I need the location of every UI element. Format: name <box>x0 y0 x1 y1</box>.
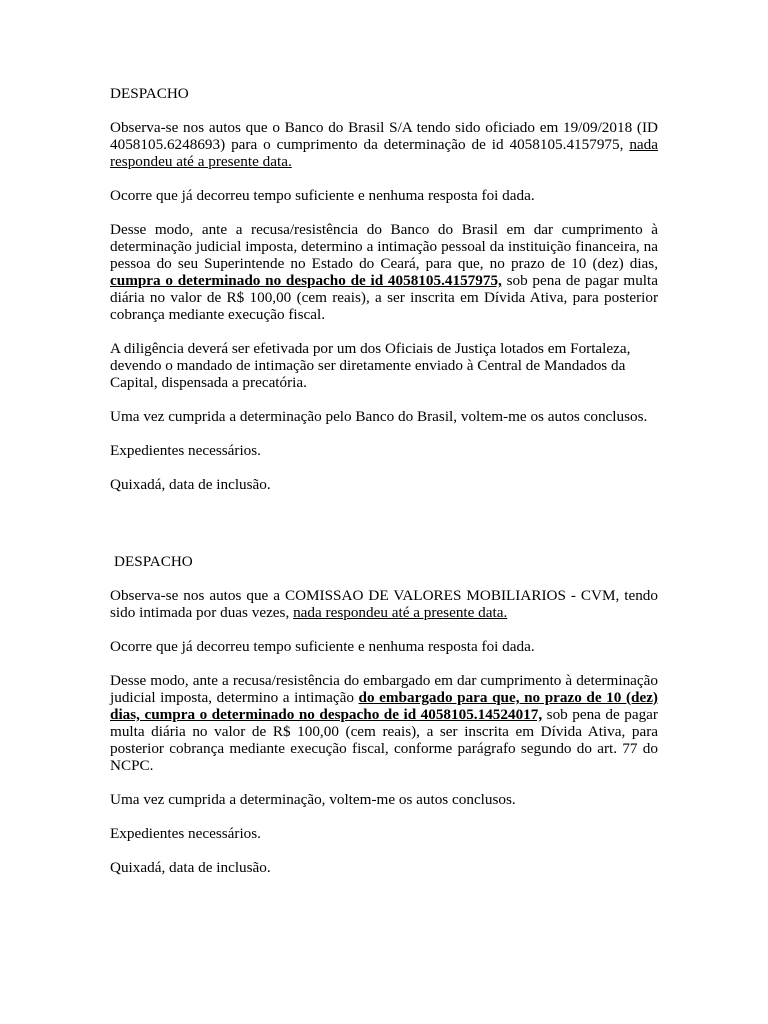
despacho-2-title: DESPACHO <box>114 553 193 570</box>
despacho-2-p3-bold-underlined: do embargado para que, no prazo de 10 (dez) dias, cumpra o determinado no despacho de id 4058105.14524017, <box>110 689 658 723</box>
despacho-1-title: DESPACHO <box>110 85 189 102</box>
despacho-2-p1-underlined: nada respondeu até a presente data. <box>293 604 508 621</box>
despacho-2-paragraph-4: Uma vez cumprida a determinação, voltem-me os autos conclusos. <box>110 791 516 808</box>
despacho-2-paragraph-5: Expedientes necessários. <box>110 825 261 842</box>
despacho-1-paragraph-6: Expedientes necessários. <box>110 442 261 459</box>
document-page <box>110 85 658 893</box>
section-spacer <box>110 510 658 553</box>
despacho-1-paragraph-7: Quixadá, data de inclusão. <box>110 476 271 493</box>
despacho-1-p1-underlined: nada respondeu até a presente data. <box>110 136 658 170</box>
despacho-1-paragraph-1 <box>110 119 658 170</box>
despacho-1-paragraph-2: Ocorre que já decorreu tempo suficiente e nenhuma resposta foi dada. <box>110 187 535 204</box>
despacho-1-p3-text-end: sob pena de pagar multa diária no valor de R$ 100,00 (cem reais), a ser inscrita em Dívida Ativa, para posterior cobrança mediante execução fiscal. <box>110 272 658 323</box>
despacho-2-p1-text: Observa-se nos autos que a COMISSAO DE VALORES MOBILIARIOS - CVM, tendo sido intimada por duas vezes, <box>110 587 658 621</box>
despacho-2-paragraph-6: Quixadá, data de inclusão. <box>110 859 271 876</box>
despacho-1-p3-text: Desse modo, ante a recusa/resistência do Banco do Brasil em dar cumprimento à determinação judicial imposta, determino a intimação pessoal da instituição financeira, na pessoa do seu Superintende no Estado do Ceará, para que, no prazo de 10 (dez) dias, <box>110 221 658 272</box>
despacho-2-p3-text-end: sob pena de pagar multa diária no valor de R$ 100,00 (cem reais), a ser inscrita em Dívida Ativa, para posterior cobrança mediante execução fiscal, conforme parágrafo segundo do art. 77 do NCPC. <box>110 706 658 774</box>
despacho-1-paragraph-4: A diligência deverá ser efetivada por um dos Oficiais de Justiça lotados em Fortaleza, devendo o mandado de intimação ser diretamente enviado à Central de Mandados da Capital, dispensada a precatória. <box>110 340 631 391</box>
despacho-1-paragraph-5: Uma vez cumprida a determinação pelo Banco do Brasil, voltem-me os autos conclusos. <box>110 408 648 425</box>
despacho-2-paragraph-3 <box>110 672 658 774</box>
despacho-1-p3-bold-underlined: cumpra o determinado no despacho de id 4058105.4157975, <box>110 272 502 289</box>
despacho-1-p1-text: Observa-se nos autos que o Banco do Brasil S/A tendo sido oficiado em 19/09/2018 (ID 4058105.6248693) para o cumprimento da determinação de id 4058105.4157975, <box>110 119 658 153</box>
despacho-2-paragraph-2: Ocorre que já decorreu tempo suficiente e nenhuma resposta foi dada. <box>110 638 535 655</box>
despacho-1 <box>110 85 658 493</box>
despacho-2-paragraph-1 <box>110 587 658 621</box>
despacho-1-paragraph-3 <box>110 221 658 323</box>
despacho-2 <box>110 553 658 876</box>
despacho-2-p3-text: Desse modo, ante a recusa/resistência do embargado em dar cumprimento à determinação judicial imposta, determino a intimação <box>110 672 658 706</box>
